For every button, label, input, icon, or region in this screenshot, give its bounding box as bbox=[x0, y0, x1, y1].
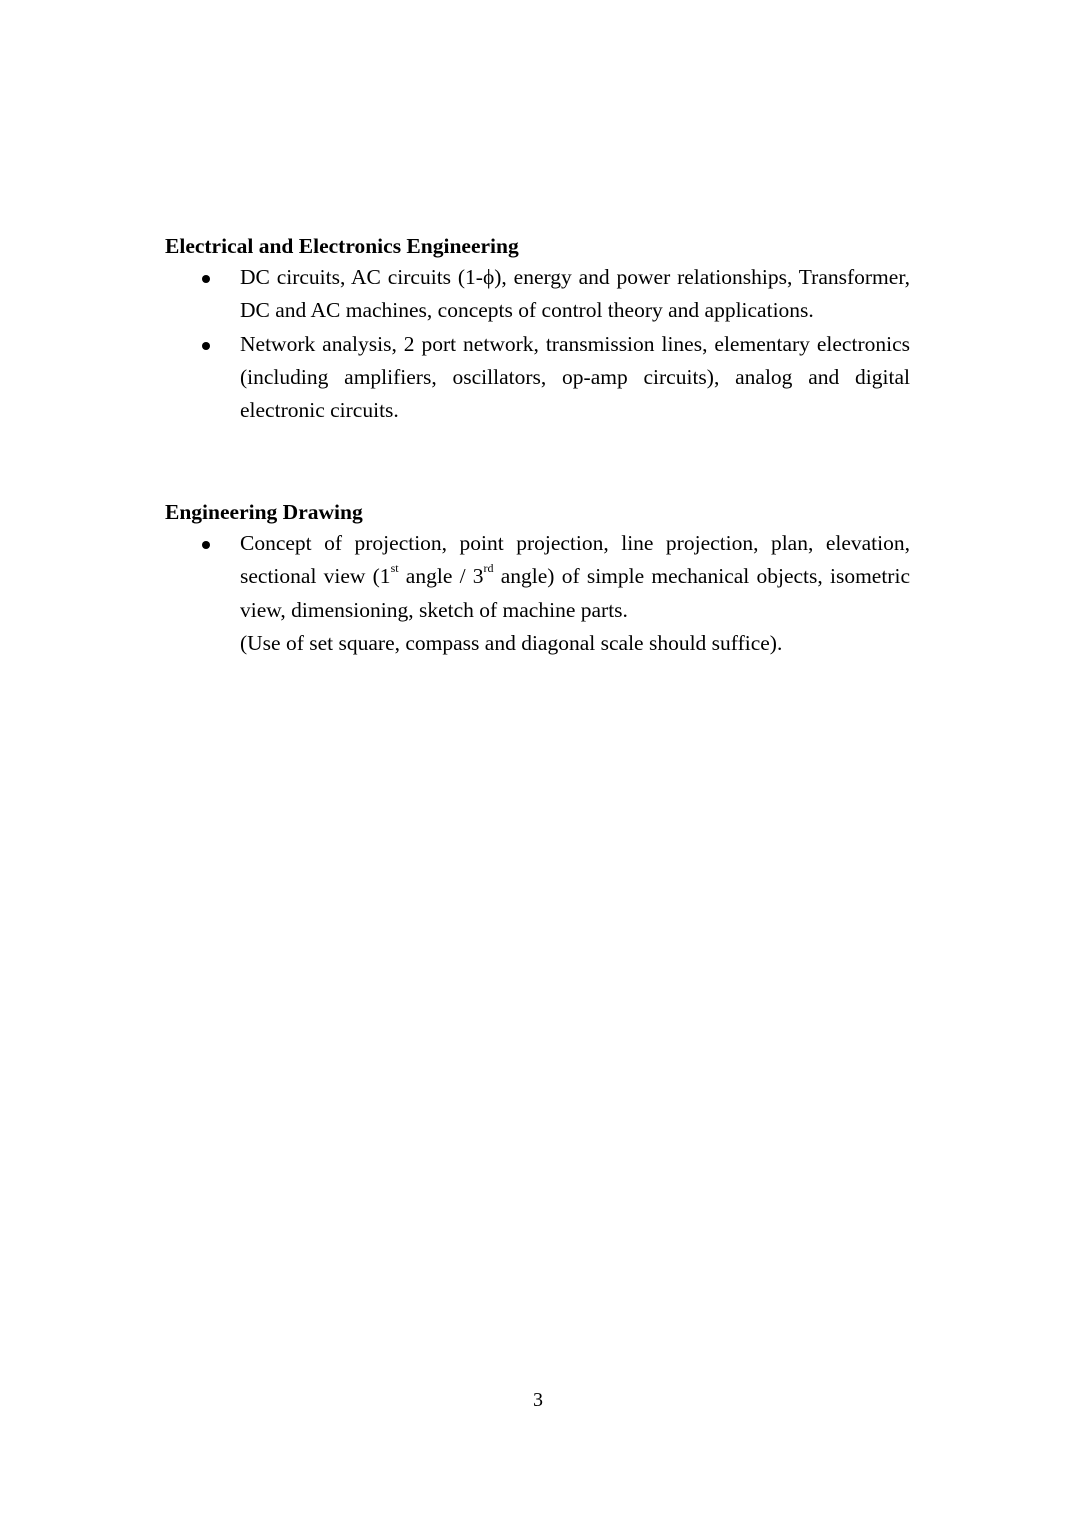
list-item-text: DC circuits, AC circuits (1-ϕ), energy and power relationships, Transformer, DC and AC machines, concepts of control theory and applications. bbox=[240, 265, 910, 323]
bullet-icon bbox=[202, 342, 210, 350]
ordinal-superscript: st bbox=[390, 561, 399, 576]
list-item-text: Network analysis, 2 port network, transmission lines, elementary electronics (including amplifiers, oscillators, op-amp circuits), analog and digital electronic circuits. bbox=[240, 331, 910, 423]
page-number: 3 bbox=[533, 1389, 543, 1411]
ordinal-superscript: rd bbox=[483, 561, 494, 576]
section-heading: Electrical and Electronics Engineering bbox=[165, 234, 519, 258]
bullet-list bbox=[165, 527, 910, 660]
list-item-text-part: angle / 3 bbox=[398, 564, 484, 589]
list-item-text-part: Concept of projection, point projection, line projection, plan, elevation, sectional view (1 bbox=[240, 531, 910, 589]
bullet-icon bbox=[202, 275, 210, 283]
section-engineering-drawing bbox=[165, 497, 910, 660]
list-item bbox=[165, 328, 910, 428]
section-electrical-electronics bbox=[165, 231, 910, 427]
list-item bbox=[165, 527, 910, 660]
list-item-note: (Use of set square, compass and diagonal scale should suffice). bbox=[240, 630, 783, 655]
bullet-list bbox=[165, 261, 910, 427]
list-item-text-part: angle) of simple mechanical objects, isometric view, dimensioning, sketch of machine parts. bbox=[240, 564, 910, 622]
section-heading: Engineering Drawing bbox=[165, 500, 363, 524]
bullet-icon bbox=[202, 541, 210, 549]
list-item bbox=[165, 261, 910, 328]
